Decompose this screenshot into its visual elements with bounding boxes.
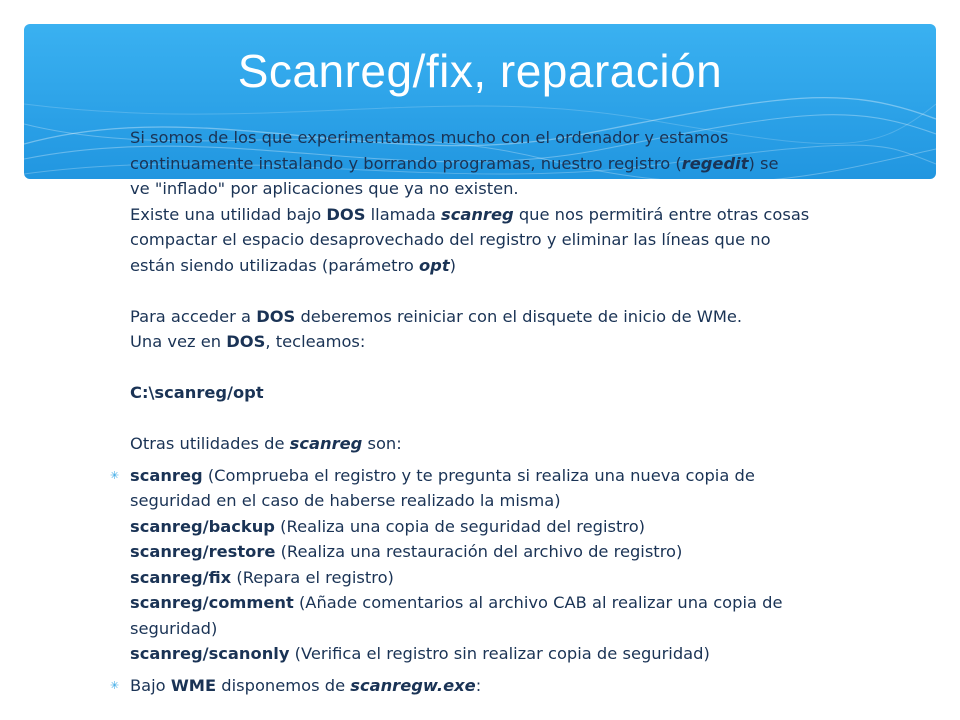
others-text-a: Otras utilidades de (130, 434, 290, 453)
scanreg-comment-desc-1: (Añade comentarios al archivo CAB al realizar una copia de (293, 593, 783, 612)
scanreg-fix-desc: (Repara el registro) (231, 567, 394, 587)
scanreg-cmd: scanreg (130, 465, 203, 485)
intro-line-6b: ) (449, 255, 456, 275)
opt-term: opt (419, 255, 450, 275)
star-bullet-icon: ✳ (110, 678, 120, 692)
regedit-term: regedit (681, 153, 749, 173)
intro-line-6a: están siendo utilizadas (parámetro (130, 255, 419, 275)
other-utilities-heading (130, 431, 890, 457)
scanreg-term-2: scanreg (289, 434, 363, 453)
slide-title: Scanreg/fix, reparación (237, 45, 723, 97)
wme-list-item (110, 673, 890, 699)
scanreg-backup-cmd: scanreg/backup (130, 516, 275, 536)
scanreg-desc-2: seguridad en el caso de haberse realizado la misma) (130, 491, 561, 510)
scanreg-backup-desc: (Realiza una copia de seguridad del registro) (274, 516, 646, 536)
scanregw-exe-term: scanregw.exe (350, 675, 476, 695)
access-paragraph (130, 304, 890, 355)
dos-term-3: DOS (226, 332, 266, 351)
intro-line-2-end: ) se (748, 153, 779, 173)
access-line-2b: , tecleamos: (265, 332, 366, 351)
scanreg-scanonly-cmd: scanreg/scanonly (130, 644, 290, 663)
last-text-c: : (475, 675, 482, 695)
intro-line-4b: llamada (365, 204, 441, 224)
intro-line-5: compactar el espacio desaprovechado del registro y eliminar las líneas que no (130, 230, 771, 249)
scanreg-comment-desc-2: seguridad) (130, 618, 218, 638)
access-line-1a: Para acceder a (130, 306, 257, 326)
intro-paragraph (130, 125, 890, 278)
command-line (130, 380, 890, 406)
intro-line-1: Si somos de los que experimentamos mucho con el ordenador y estamos (130, 128, 729, 147)
scanreg-term: scanreg (441, 204, 514, 224)
scanreg-opt-command: C:\scanreg/opt (130, 383, 264, 402)
others-text-b: son: (362, 434, 402, 453)
scanreg-desc-1: (Comprueba el registro y te pregunta si realiza una nueva copia de (202, 465, 755, 485)
utilities-list-item (110, 463, 890, 667)
last-text-a: Bajo (130, 675, 171, 695)
wme-term: WME (170, 675, 217, 695)
slide-body (110, 125, 890, 698)
intro-line-3: ve "inflado" por aplicaciones que ya no existen. (130, 179, 519, 198)
dos-term: DOS (326, 204, 366, 224)
access-line-2a: Una vez en (130, 332, 227, 351)
scanreg-comment-cmd: scanreg/comment (130, 593, 294, 612)
intro-line-2: continuamente instalando y borrando programas, nuestro registro ( (130, 153, 682, 173)
intro-line-4a: Existe una utilidad bajo (130, 204, 327, 224)
scanreg-scanonly-desc: (Verifica el registro sin realizar copia de seguridad) (289, 644, 710, 663)
scanreg-restore-cmd: scanreg/restore (130, 542, 276, 561)
dos-term-2: DOS (256, 306, 296, 326)
access-line-1b: deberemos reiniciar con el disquete de inicio de WMe. (295, 306, 743, 326)
intro-line-4c: que nos permitirá entre otras cosas (513, 204, 810, 224)
scanreg-restore-desc: (Realiza una restauración del archivo de registro) (275, 542, 683, 561)
last-text-b: disponemos de (216, 675, 351, 695)
scanreg-fix-cmd: scanreg/fix (130, 567, 232, 587)
star-bullet-icon: ✳ (110, 468, 120, 482)
